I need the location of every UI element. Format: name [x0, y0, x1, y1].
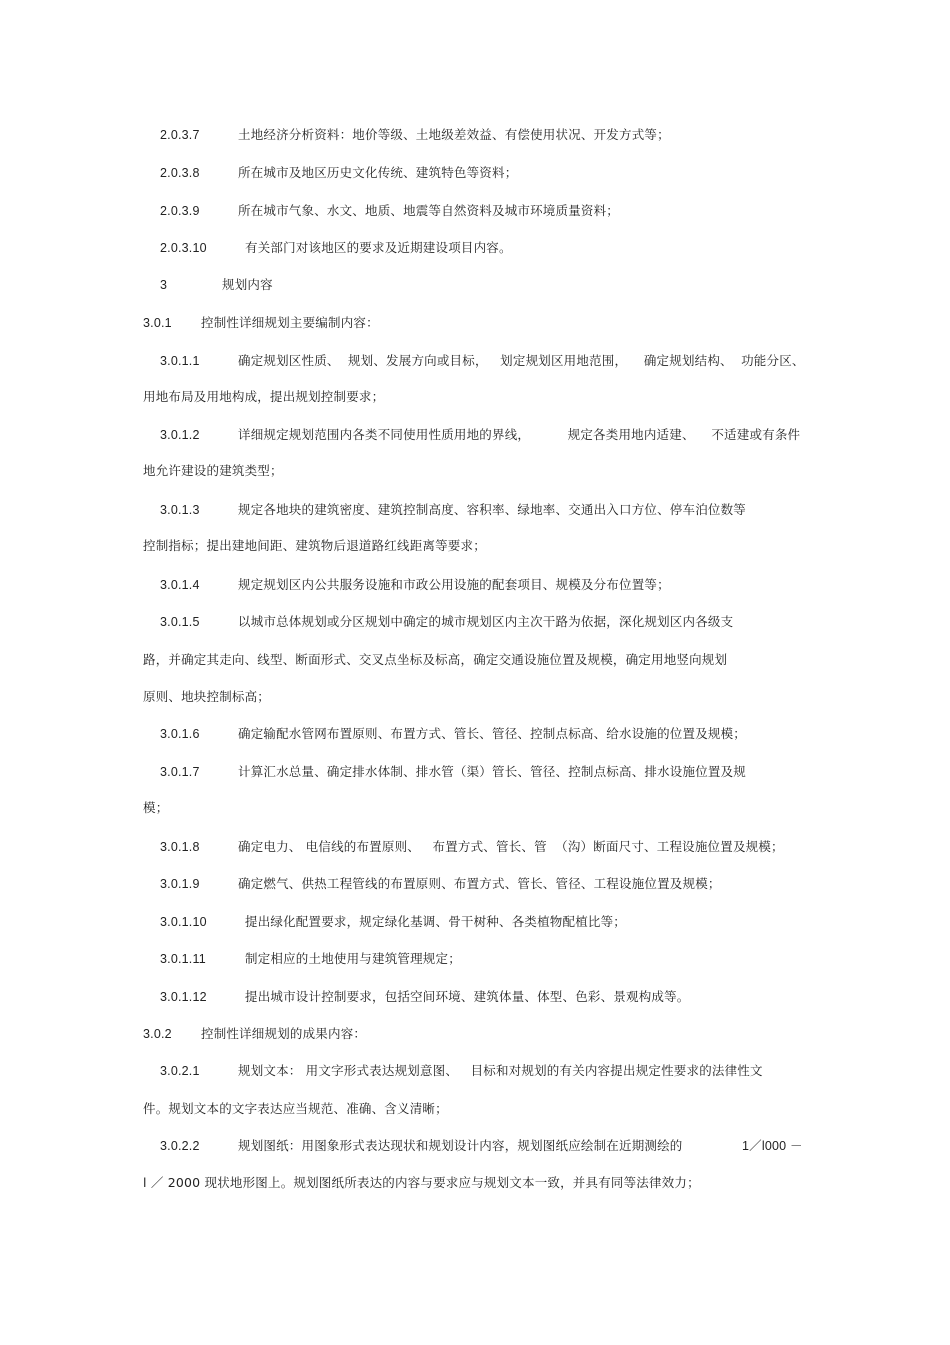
clause-text: 计算汇水总量、确定排水体制、排水管（渠）管长、管径、控制点标高、排水设施位置及规	[238, 764, 747, 779]
clause-text-continued: 控制指标；提出建地间距、建筑物后退道路红线距离等要求；	[143, 538, 486, 553]
clause-number: 3.0.1.11	[160, 952, 206, 966]
clause-number: 3.0.1.2	[160, 428, 200, 442]
clause-number: 3.0.1.5	[160, 615, 200, 629]
clause-number: 3.0.1.7	[160, 765, 200, 779]
clause-number: 3.0.2.1	[160, 1064, 200, 1078]
clause-text: 规定各地块的建筑密度、建筑控制高度、容积率、绿地率、交通出入口方位、停车泊位数等	[238, 502, 747, 517]
clause-number: 3.0.1.4	[160, 578, 200, 592]
clause-number: 3.0.1.1	[160, 354, 200, 368]
clause-text: 所在城市气象、水文、地质、地震等自然资料及城市环境质量资料；	[238, 203, 620, 218]
clause-text: 确定电力、 电信线的布置原则、 布置方式、管长、管 （沟）断面尺寸、工程设施位置及规模；	[238, 839, 784, 854]
clause-text: 所在城市及地区历史文化传统、建筑特色等资料；	[238, 165, 518, 180]
clause-text: 土地经济分析资料：地价等级、土地级差效益、有偿使用状况、开发方式等；	[238, 127, 670, 142]
clause-text-continued: 模；	[143, 800, 169, 815]
clause-number: 2.0.3.9	[160, 204, 200, 218]
clause-heading: 控制性详细规划的成果内容：	[201, 1026, 367, 1041]
clause-number: 3.0.1.9	[160, 877, 200, 891]
map-scale-text: 1／l000 －	[742, 1139, 803, 1153]
clause-text: 以城市总体规划或分区规划中确定的城市规划区内主次干路为依据，深化规划区内各级支	[238, 614, 734, 629]
clause-text: 确定输配水管网布置原则、布置方式、管长、管径、控制点标高、给水设施的位置及规模；	[238, 726, 747, 741]
clause-text-continued: 路，并确定其走向、线型、断面形式、交叉点坐标及标高，确定交通设施位置及规模，确定用地竖向规划	[143, 652, 728, 667]
clause-number: 2.0.3.10	[160, 241, 207, 255]
clause-number: 2.0.3.7	[160, 128, 200, 142]
clause-number: 3.0.1	[143, 316, 172, 330]
clause-number: 3.0.1.8	[160, 840, 200, 854]
clause-text-continued: 用地布局及用地构成，提出规划控制要求；	[143, 389, 385, 404]
clause-text: 提出城市设计控制要求，包括空间环境、建筑体量、体型、色彩、景观构成等。	[245, 989, 690, 1004]
clause-text: 确定燃气、供热工程管线的布置原则、布置方式、管长、管径、工程设施位置及规模；	[238, 876, 721, 891]
clause-text: 提出绿化配置要求，规定绿化基调、骨干树种、各类植物配植比等；	[245, 914, 627, 929]
clause-text-continued: 原则、地块控制标高；	[143, 689, 271, 704]
clause-text-continued: 件。规划文本的文字表达应当规范、准确、含义清晰；	[143, 1101, 448, 1116]
clause-text: 规定规划区内公共服务设施和市政公用设施的配套项目、规模及分布位置等；	[238, 577, 670, 592]
section-heading: 规划内容	[222, 277, 273, 292]
clause-number: 3.0.1.12	[160, 990, 207, 1004]
section-number: 3	[160, 278, 168, 292]
clause-number: 3.0.1.3	[160, 503, 200, 517]
clause-text: 规划图纸：用图象形式表达现状和规划设计内容，规划图纸应绘制在近期测绘的	[238, 1138, 683, 1153]
clause-text: 确定规划区性质、 规划、发展方向或目标， 划定规划区用地范围， 确定规划结构、 功能分区、	[238, 353, 805, 368]
clause-number: 2.0.3.8	[160, 166, 200, 180]
clause-text: 详细规定规划范围内各类不同使用性质用地的界线， 规定各类用地内适建、 不适建或有条件	[238, 427, 801, 442]
clause-text: 规划文本： 用文字形式表达规划意图、 目标和对规划的有关内容提出规定性要求的法律性文	[238, 1063, 763, 1078]
clause-heading: 控制性详细规划主要编制内容：	[201, 315, 379, 330]
clause-number: 3.0.1.10	[160, 915, 207, 929]
clause-number: 3.0.1.6	[160, 727, 200, 741]
clause-text-continued: l ／ 2000 现状地形图上。规划图纸所表达的内容与要求应与规划文本一致，并具有同等法律效力；	[143, 1175, 700, 1190]
clause-text: 有关部门对该地区的要求及近期建设项目内容。	[245, 240, 512, 255]
clause-number: 3.0.2	[143, 1027, 172, 1041]
clause-number: 3.0.2.2	[160, 1139, 200, 1153]
clause-text: 制定相应的土地使用与建筑管理规定；	[245, 951, 461, 966]
clause-text-continued: 地允许建设的建筑类型；	[143, 463, 283, 478]
